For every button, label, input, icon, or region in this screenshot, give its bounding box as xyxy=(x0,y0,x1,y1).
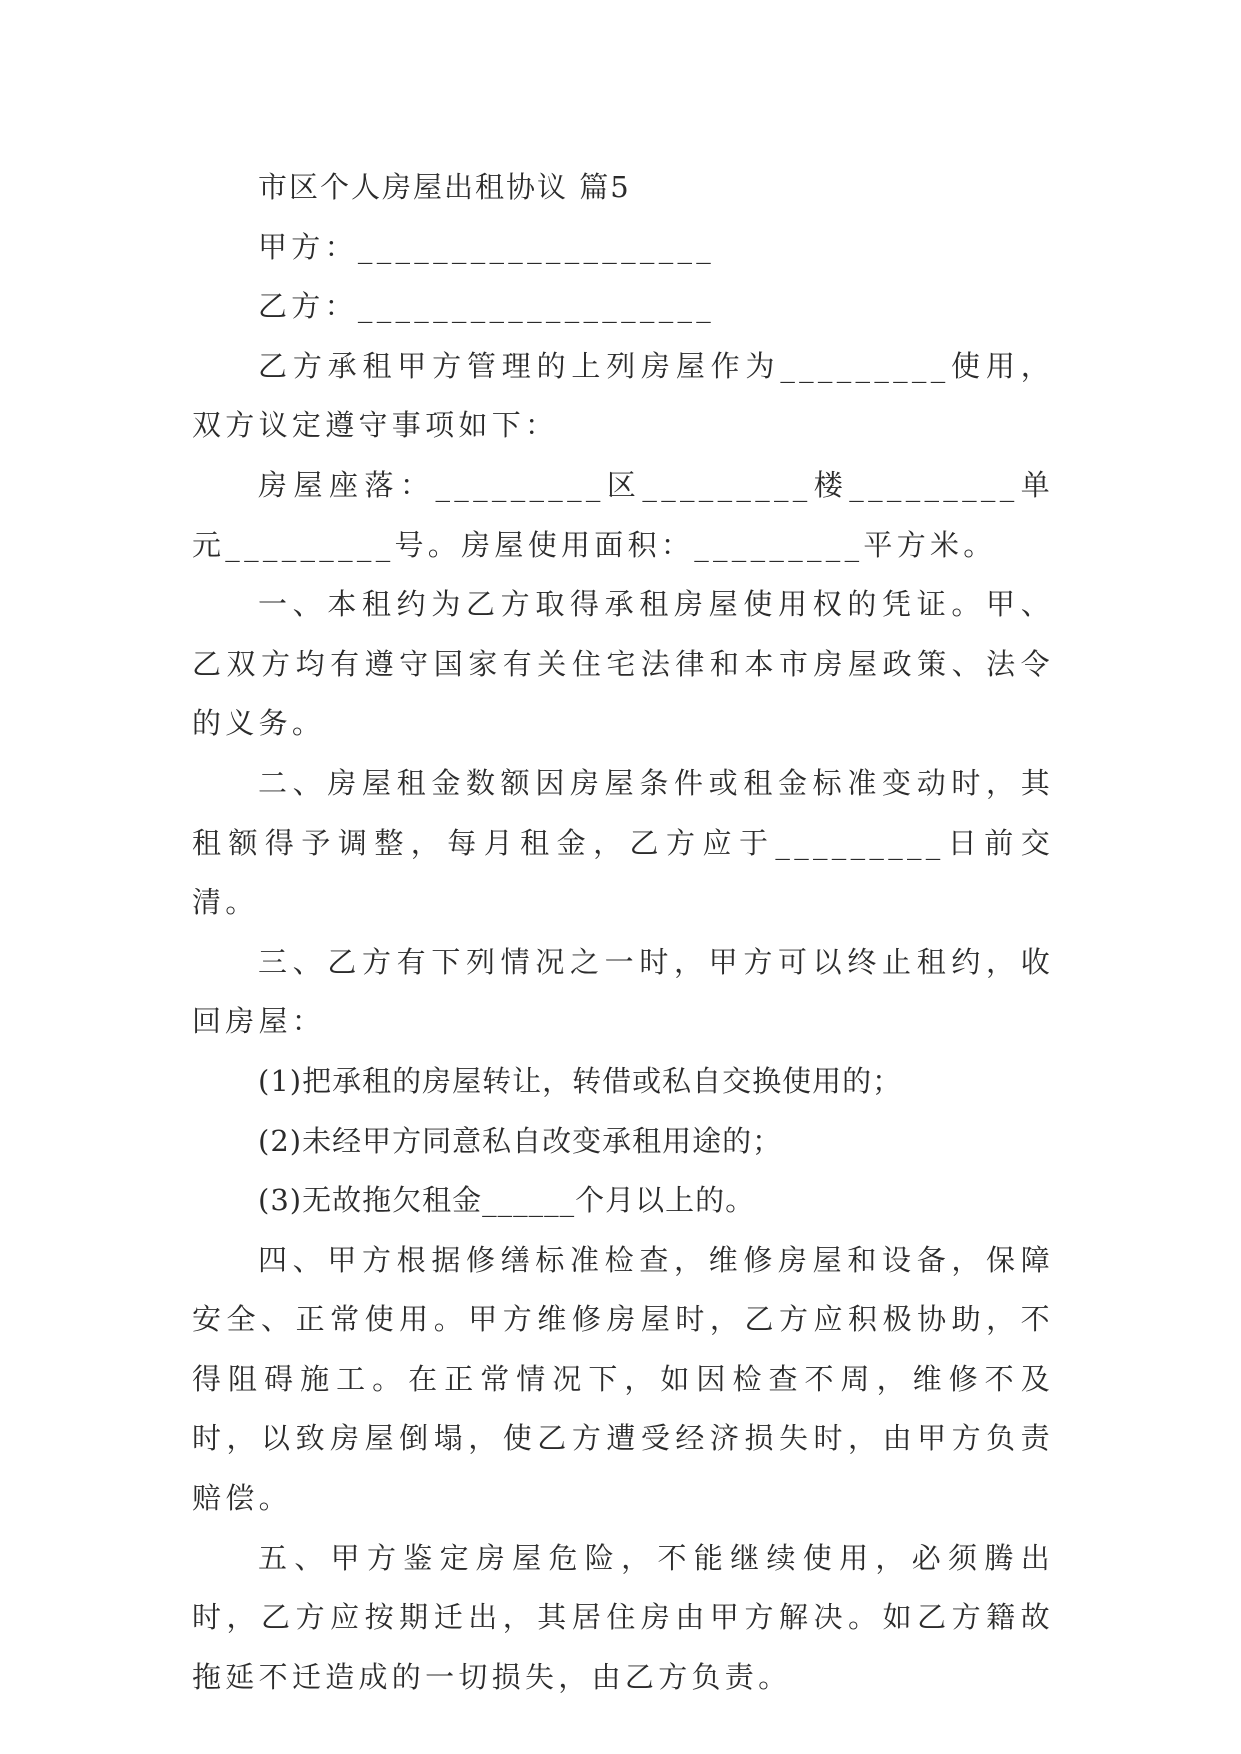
party-b-line: 乙方：___________________ xyxy=(258,289,716,324)
clause-1: 一、本租约为乙方取得承租房屋使用权的凭证。甲、乙双方均有遵守国家有关住宅法律和本市房屋政策、法令的义务。 xyxy=(192,587,1054,741)
clause-2: 二、房屋租金数额因房屋条件或租金标准变动时，其租额得予调整，每月租金，乙方应于_________日前交清。 xyxy=(192,765,1054,920)
document-title: 市区个人房屋出租协议 篇5 xyxy=(258,170,631,204)
clause-3-item-2: (2)未经甲方同意私自改变承租用途的； xyxy=(258,1123,783,1158)
intro-paragraph: 乙方承租甲方管理的上列房屋作为_________使用，双方议定遵守事项如下： xyxy=(192,348,1054,443)
clause-4: 四、甲方根据修缮标准检查，维修房屋和设备，保障安全、正常使用。甲方维修房屋时，乙方应积极协助，不得阻碍施工。在正常情况下，如因检查不周，维修不及时，以致房屋倒塌，使乙方遭受经济损失时，由甲方负责赔偿。 xyxy=(192,1242,1054,1516)
party-a-line: 甲方：___________________ xyxy=(258,229,716,264)
clause-3-item-3: (3)无故拖欠租金______个月以上的。 xyxy=(258,1183,756,1218)
document-body xyxy=(192,158,1054,1707)
clause-5: 五、甲方鉴定房屋危险，不能继续使用，必须腾出时，乙方应按期迁出，其居住房由甲方解决。如乙方籍故拖延不迁造成的一切损失，由乙方负责。 xyxy=(192,1540,1054,1694)
clause-3: 三、乙方有下列情况之一时，甲方可以终止租约，收回房屋： xyxy=(192,944,1054,1039)
clause-3-item-1: (1)把承租的房屋转让，转借或私自交换使用的； xyxy=(258,1063,903,1098)
location-paragraph: 房屋座落：_________区_________楼_________单元_________号。房屋使用面积：_________平方米。 xyxy=(192,467,1054,562)
